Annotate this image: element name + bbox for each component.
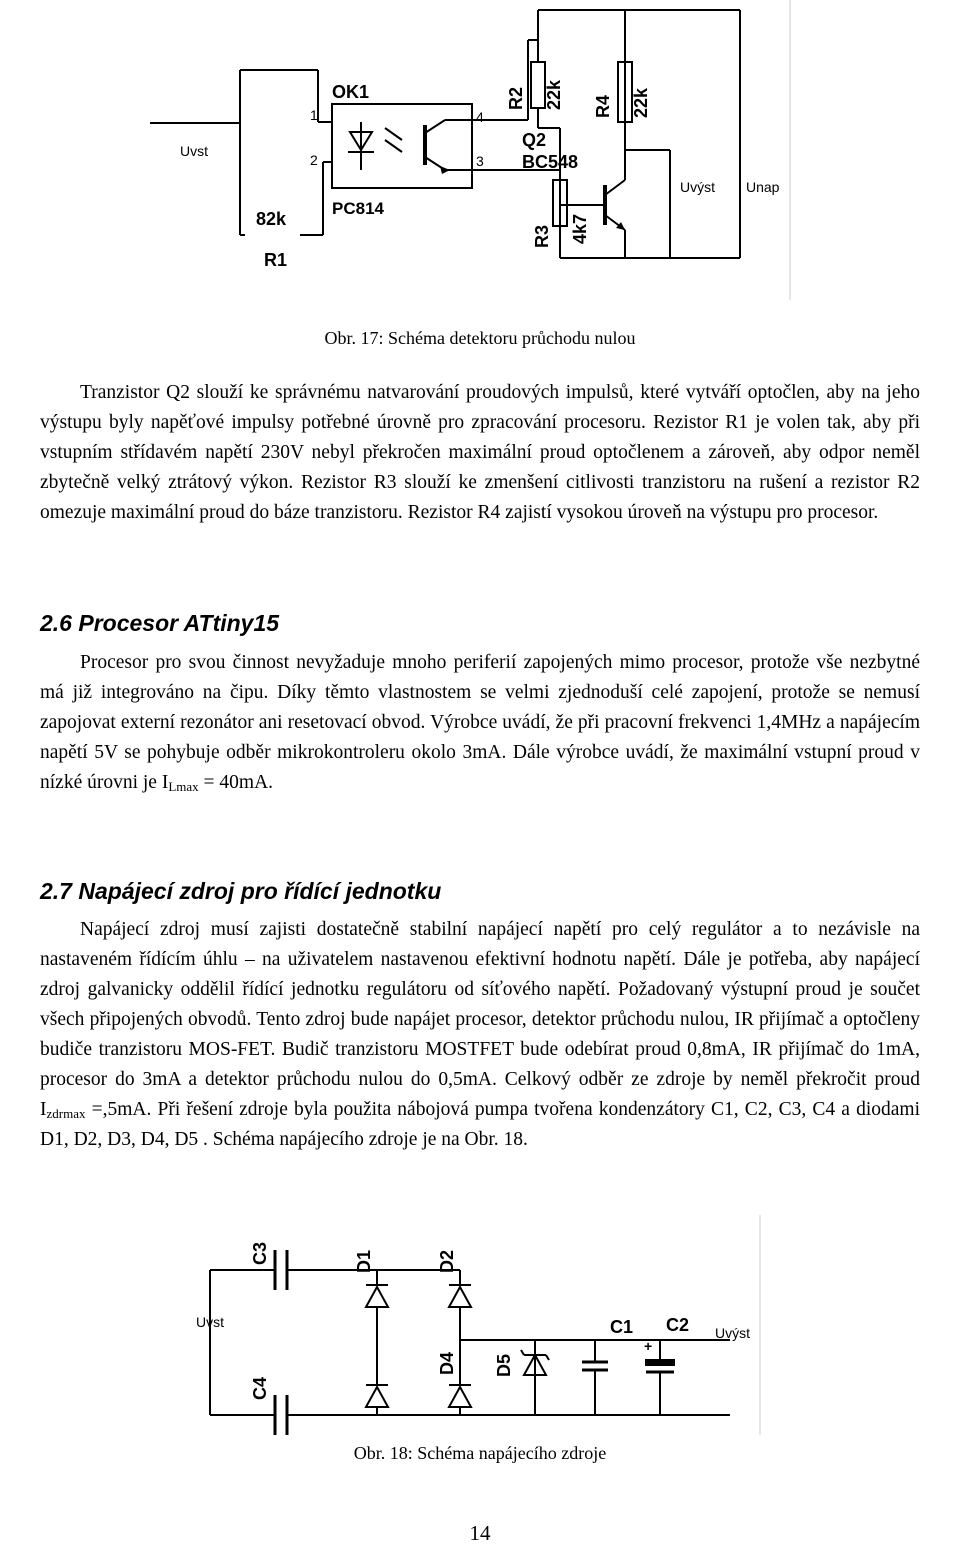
figure-17-caption: Obr. 17: Schéma detektoru průchodu nulou [324, 328, 636, 348]
figure-18-schematic [190, 1215, 770, 1435]
label-unap: Unap [746, 179, 780, 195]
paragraph-power-supply-text-end: =,5mA. Při řešení zdroje byla použita nábojová pumpa tvořena kondenzátory C1, C2, C3, C4 a diodami D1, D2, D3, D4, D5 . Schéma napájecího zdroje je na Obr. 18. [40, 1099, 920, 1150]
label-c4: C4 [250, 1376, 270, 1400]
label-r4-value: 22k [631, 87, 651, 118]
label-pc814: PC814 [332, 199, 384, 218]
label-d2: D2 [437, 1249, 457, 1273]
figure-17-schematic [150, 0, 800, 300]
label-q2-type: BC548 [522, 152, 579, 172]
section-heading-2-6: 2.6 Procesor ATtiny15 [40, 610, 280, 636]
label-pin1: 1 [310, 107, 318, 123]
label-pin4: 4 [476, 109, 484, 125]
paragraph-attiny15 [40, 648, 920, 798]
paragraph-attiny15-text-end: = 40mA. [198, 772, 274, 793]
label-plus: + [644, 1338, 653, 1354]
label-ok1: OK1 [332, 82, 370, 102]
label-r3: R3 [532, 224, 552, 248]
paragraph-power-supply-text: Napájecí zdroj musí zajisti dostatečně stabilní napájecí napětí pro celý regulátor a to nezávisle na nastaveném řídícím úhlu – na uživatelem nastavenou efektivní hodnotu napětí. Dále je potřeba, aby napájecí zdroj galvanicky oddělil řídící jednotku regulátoru od síťového napětí. Požadovaný výstupní proud je součet všech připojených obvodů. Tento zdroj bude napájet procesor, detektor průchodu nulou, IR přijímač a optočleny budiče tranzistoru MOS-FET. Budič tranzistoru MOSTFET bude odebírat proud 0,8mA, IR přijímač do 1mA, procesor do 3mA a detektor průchodu nulou do 0,5mA. Celkový odběr ze zdroje by neměl překročit proud I [40, 919, 920, 1120]
label-d5: D5 [494, 1353, 514, 1377]
paragraph-q2-description: Tranzistor Q2 slouží ke správnému natvarování proudových impulsů, které vytváří optočlen, aby na jeho výstupu byly napěťové impulsy potřebné úrovně pro zpracování procesoru. Rezistor R1 je volen tak, aby při vstupním střídavém napětí 230V nebyl překročen maximální proud optočlenem a zároveň, aby odpor neměl zbytečně velký ztrátový výkon. Rezistor R3 slouží ke zmenšení citlivosti tranzistoru na rušení a rezistor R2 omezuje maximální proud do báze tranzistoru. Rezistor R4 zajistí vysokou úroveň na výstupu pro procesor. [40, 382, 920, 523]
label-uvst: Uvst [180, 143, 208, 159]
zero-cross-detector-schematic [150, 0, 800, 300]
label-uvyst-18: Uvýst [715, 1325, 750, 1341]
label-r2-value: 22k [544, 79, 564, 110]
label-r1-value: 82k [256, 209, 287, 229]
figure-18-caption: Obr. 18: Schéma napájecího zdroje [353, 1443, 607, 1463]
label-r2: R2 [506, 86, 526, 110]
subscript-lmax: Lmax [168, 779, 199, 794]
paragraph-attiny15-text: Procesor pro svou činnost nevyžaduje mnoho periferií zapojených mimo procesor, protože vše nezbytné má již integrováno na čipu. Díky těmto vlastnostem se velmi zjednoduší celé zapojení, protože se nemusí zapojovat externí rezonátor ani resetovací obvod. Výrobce uvádí, že při pracovní frekvenci 1,4MHz a napájecím napětí 5V se pohybuje odběr mikrokontroleru okolo 3mA. Dále výrobce uvádí, že maximální vstupní proud v nízké úrovni je I [40, 652, 920, 793]
label-pin2: 2 [310, 152, 318, 168]
label-d4: D4 [437, 1351, 457, 1375]
label-r1: R1 [264, 250, 288, 270]
label-pin3: 3 [476, 153, 484, 169]
label-c1: C1 [610, 1317, 634, 1337]
label-c3: C3 [250, 1241, 270, 1265]
label-uvyst: Uvýst [680, 179, 715, 195]
label-r3-value: 4k7 [570, 213, 590, 244]
label-uvst-18: Uvst [196, 1314, 224, 1330]
label-d1: D1 [354, 1249, 374, 1273]
label-q2: Q2 [522, 130, 547, 150]
label-r4: R4 [593, 94, 613, 118]
page-number: 14 [469, 1521, 491, 1545]
power-supply-schematic [190, 1215, 770, 1435]
subscript-zdrmax: zdrmax [46, 1106, 86, 1121]
label-c2: C2 [666, 1315, 690, 1335]
paragraph-power-supply [40, 915, 920, 1155]
section-heading-2-7: 2.7 Napájecí zdroj pro řídící jednotku [40, 878, 442, 904]
